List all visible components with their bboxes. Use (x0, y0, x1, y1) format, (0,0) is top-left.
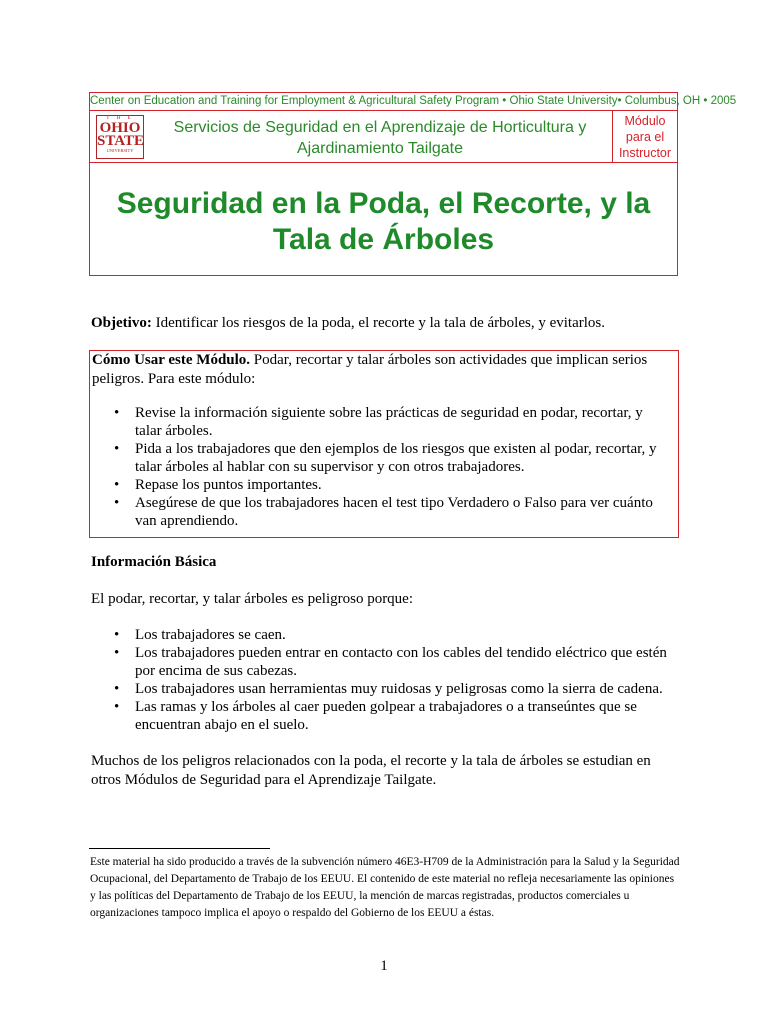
closing-paragraph: Muchos de los peligros relacionados con la poda, el recorte y la tala de árboles se estudian en otros Módulos de Seguridad para el Aprendizaje Tailgate. (91, 753, 651, 788)
title-line-2: Tala de Árboles (272, 223, 495, 256)
como-usar-intro (92, 351, 672, 389)
list-item-text: Asegúrese de que los trabajadores hacen el test tipo Verdadero o Falso para ver cuánto van aprendiendo. (135, 495, 653, 529)
como-usar-list (90, 404, 670, 530)
section-heading: Información Básica (91, 554, 217, 570)
bullet-icon: • (114, 699, 120, 715)
list-item (90, 494, 670, 530)
list-item (90, 404, 670, 440)
program-line: Center on Education and Training for Employment & Agricultural Safety Program • Ohio State University• Columbus, OH • 2005 (90, 93, 677, 111)
bullet-icon: • (114, 405, 120, 421)
service-line-1: Servicios de Seguridad en el Aprendizaje de Horticultura y (173, 119, 587, 136)
footnote-divider (89, 848, 270, 849)
list-item (90, 626, 680, 644)
module-badge (612, 110, 678, 163)
objetivo-paragraph (91, 314, 681, 332)
service-title (150, 117, 610, 159)
logo-ohio: OHIO (99, 120, 141, 136)
hazards-list (90, 626, 680, 734)
objetivo-text: Identificar los riesgos de la poda, el recorte y la tala de árboles, y evitarlos. (151, 315, 605, 331)
module-badge-line-1: Módulo (624, 114, 666, 128)
logo-state: STATE (97, 133, 144, 149)
bullet-icon: • (114, 645, 120, 661)
list-item-text: Los trabajadores usan herramientas muy ruidosas y peligrosas como la sierra de cadena. (135, 681, 663, 697)
objetivo-label: Objetivo: (91, 315, 152, 331)
module-badge-line-2: para el (625, 130, 665, 144)
bullet-icon: • (114, 477, 120, 493)
list-item (90, 680, 680, 698)
bullet-icon: • (114, 495, 120, 511)
bullet-icon: • (114, 441, 120, 457)
list-item (90, 476, 670, 494)
list-item-text: Revise la información siguiente sobre las prácticas de seguridad en podar, recortar, y talar árboles. (135, 405, 643, 439)
ohio-state-logo (96, 115, 144, 159)
como-usar-label: Cómo Usar este Módulo. (92, 352, 251, 368)
list-item-text: Las ramas y los árboles al caer pueden golpear a trabajadores o a transeúntes que se encuentran abajo en el suelo. (135, 699, 637, 733)
list-item-text: Repase los puntos importantes. (135, 477, 322, 493)
list-item (90, 440, 670, 476)
list-item-text: Los trabajadores se caen. (135, 627, 286, 643)
module-badge-line-3: Instructor (618, 146, 672, 160)
footnote: Este material ha sido producido a través de la subvención número 46E3-H709 de la Administración para la Salud y la Seguridad Ocupacional, del Departamento de Trabajo de los EEUU. El contenido de este material no refleja necesariamente las opiniones y las políticas del Departamento de Trabajo de los EEUU, la mención de marcas registradas, productos comerciales u organizaciones tampoco implica el apoyo o respaldo del Gobierno de los EEUU a éstas. (90, 856, 680, 919)
service-line-2: Ajardinamiento Tailgate (296, 140, 464, 157)
logo-university: UNIVERSITY (106, 148, 134, 153)
page-title (90, 186, 677, 258)
list-item-text: Los trabajadores pueden entrar en contacto con los cables del tendido eléctrico que estén por encima de sus cabezas. (135, 645, 667, 679)
page-number: 1 (380, 958, 388, 974)
list-item (90, 644, 680, 680)
list-item (90, 698, 680, 734)
header-divider (90, 162, 677, 163)
bullet-icon: • (114, 627, 120, 643)
list-item-text: Pida a los trabajadores que den ejemplos de los riesgos que existen al podar, recortar, y talar árboles al hablar con su supervisor y con otros trabajadores. (135, 441, 657, 475)
bullet-icon: • (114, 681, 120, 697)
como-usar-intro-text: Podar, recortar y talar árboles son actividades que implican serios peligros. Para este módulo: (92, 352, 648, 387)
header-box (89, 92, 737, 276)
logo-the: T H E (106, 116, 134, 121)
como-usar-box (89, 350, 679, 538)
title-line-1: Seguridad en la Poda, el Recorte, y la (116, 187, 651, 220)
info-intro: El podar, recortar, y talar árboles es peligroso porque: (91, 591, 414, 607)
